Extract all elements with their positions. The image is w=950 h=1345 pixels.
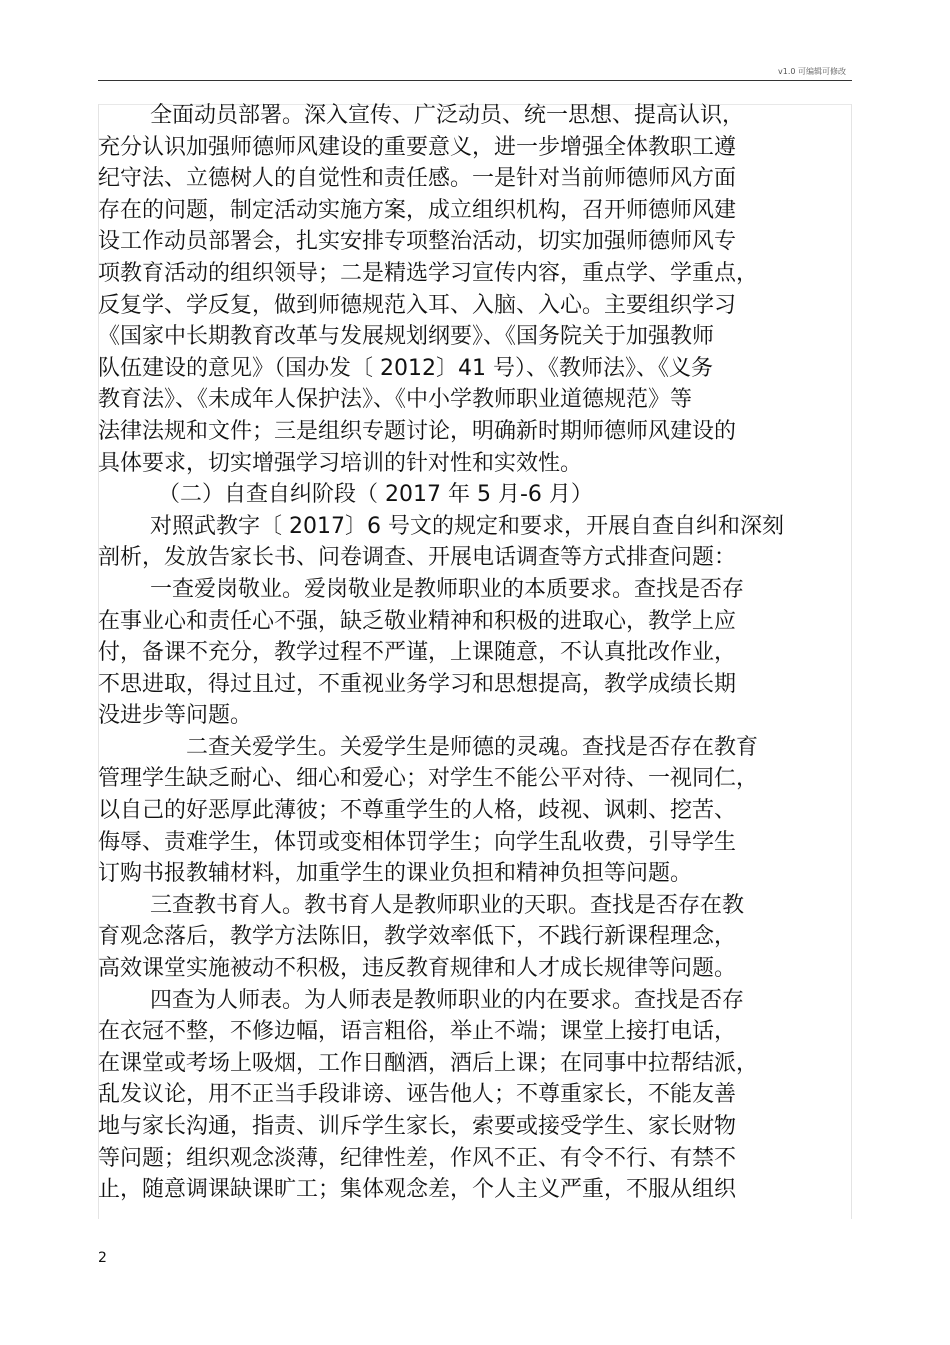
text-line: 教育法》、《未成年人保护法》、《中小学教师职业道德规范》等 [98, 387, 693, 413]
text-line: 没进步等问题。 [98, 703, 253, 729]
text-line: 育观念落后，教学方法陈旧，教学效率低下，不践行新课程理念， [98, 924, 737, 950]
text-line: 不思进取，得过且过，不重视业务学习和思想提高，教学成绩长期 [98, 671, 737, 697]
text-line: 侮辱、责难学生，体罚或变相体罚学生；向学生乱收费，引导学生 [98, 829, 737, 855]
text-line: 二查关爱学生。关爱学生是师德的灵魂。查找是否存在教育 [186, 734, 759, 760]
text-line: 地与家长沟通，指责、训斥学生家长，索要或接受学生、家长财物 [98, 1114, 737, 1139]
text-line: 在课堂或考场上吸烟，工作日酗酒，酒后上课；在同事中拉帮结派， [98, 1050, 759, 1076]
text-line: 付，备课不充分，教学过程不严谨，上课随意，不认真批改作业， [98, 640, 737, 666]
text-line: 订购书报教辅材料，加重学生的课业负担和精神负担等问题。 [98, 861, 693, 887]
text-line: 三查教书育人。教书育人是教师职业的天职。查找是否存在教 [150, 892, 745, 918]
text-line: 存在的问题，制定活动实施方案，成立组织机构，召开师德师风建 [98, 197, 737, 223]
text-line: 以自己的好恶厚此薄彼；不尊重学生的人格，歧视、讽刺、挖苦、 [98, 798, 737, 824]
text-line: 纪守法、立德树人的自觉性和责任感。一是针对当前师德师风方面 [98, 166, 737, 192]
text-line: 四查为人师表。为人师表是教师职业的内在要求。查找是否存 [150, 987, 745, 1013]
text-line: 乱发议论，用不正当手段诽谤、诬告他人；不尊重家长，不能友善 [98, 1082, 737, 1108]
text-line: 一查爱岗敬业。爱岗敬业是教师职业的本质要求。查找是否存 [150, 576, 745, 602]
text-line: 止，随意调课缺课旷工；集体观念差，个人主义严重，不服从组织 [98, 1177, 737, 1203]
text-line: 剖析，发放告家长书、问卷调查、开展电话调查等方式排查问题： [98, 545, 737, 571]
content-frame-right [851, 104, 852, 1219]
document-body [98, 100, 838, 1206]
text-line: （二）自查自纠阶段（ 2017 年 5 月-6 月） [158, 482, 593, 508]
text-line: 高效课堂实施被动不积极，违反教育规律和人才成长规律等问题。 [98, 956, 737, 982]
text-line: 反复学、学反复，做到师德规范入耳、入脑、入心。主要组织学习 [98, 292, 737, 318]
header-version-note: v1.0 可编辑可修改 [778, 67, 846, 76]
text-line: 管理学生缺乏耐心、细心和爱心；对学生不能公平对待、一视同仁， [98, 766, 759, 792]
text-line: 在衣冠不整，不修边幅，语言粗俗，举止不端；课堂上接打电话， [98, 1019, 737, 1045]
text-line: 队伍建设的意见》（国办发〔 2012〕41 号）、《教师法》、《义务 [98, 355, 713, 381]
text-line: 充分认识加强师德师风建设的重要意义，进一步增强全体教职工遵 [98, 134, 737, 160]
text-line: 《国家中长期教育改革与发展规划纲要》、《国务院关于加强教师 [98, 324, 715, 350]
text-line: 在事业心和责任心不强，缺乏敬业精神和积极的进取心，教学上应 [98, 608, 737, 634]
page-number: 2 [98, 1250, 107, 1266]
text-line: 项教育活动的组织领导；二是精选学习宣传内容，重点学、学重点， [98, 260, 759, 286]
header-divider [98, 80, 852, 81]
text-line: 设工作动员部署会，扎实安排专项整治活动，切实加强师德师风专 [98, 229, 737, 255]
text-line: 对照武教字〔 2017〕6 号文的规定和要求，开展自查自纠和深刻 [150, 513, 784, 539]
text-line: 全面动员部署。深入宣传、广泛动员、统一思想、提高认识， [150, 103, 745, 128]
text-line: 等问题；组织观念淡薄，纪律性差，作风不正、有令不行、有禁不 [98, 1145, 737, 1171]
text-line: 具体要求，切实增强学习培训的针对性和实效性。 [98, 450, 583, 476]
text-line: 法律法规和文件；三是组织专题讨论，明确新时期师德师风建设的 [98, 418, 737, 444]
